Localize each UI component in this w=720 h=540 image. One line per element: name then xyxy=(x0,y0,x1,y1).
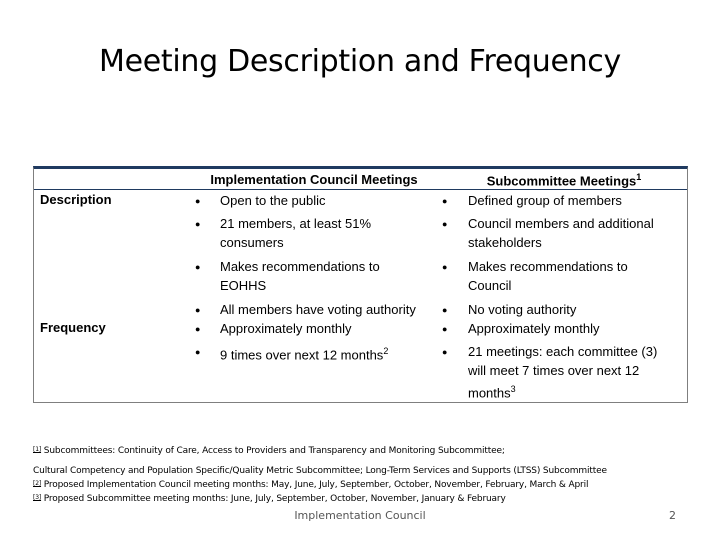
footnote-ref-1[interactable]: [1] xyxy=(33,446,42,453)
bullet-icon: ● xyxy=(195,324,201,334)
bullet-icon: ● xyxy=(442,262,448,272)
slide-footer: Implementation Council xyxy=(294,509,426,522)
impl-desc-3b: EOHHS xyxy=(220,278,267,293)
footnote-1-cont: Cultural Competency and Population Specific/Quality Metric Subcommittee; Long-Term Services and Supports (LTSS) Subcommittee xyxy=(33,466,607,476)
bullet-icon: ● xyxy=(195,196,201,206)
impl-desc-2b: consumers xyxy=(220,235,284,250)
meeting-table xyxy=(33,166,688,403)
footnote-3: [3] Proposed Subcommittee meeting months: June, July, September, October, November, January & February xyxy=(33,494,506,504)
sub-desc-3b: Council xyxy=(468,278,512,293)
footnote-2: [2] Proposed Implementation Council meeting months: May, June, July, September, October, November, February, March & April xyxy=(33,480,589,490)
frequency-row-label: Frequency xyxy=(40,320,106,335)
bullet-icon: ● xyxy=(195,347,201,357)
bullet-icon: ● xyxy=(442,324,448,334)
impl-council-header: Implementation Council Meetings xyxy=(210,172,418,187)
bullet-icon: ● xyxy=(442,196,448,206)
bullet-icon: ● xyxy=(442,305,448,315)
sub-freq-2b: will meet 7 times over next 12 xyxy=(468,363,640,378)
sub-freq-1: Approximately monthly xyxy=(468,321,600,336)
impl-freq-1: Approximately monthly xyxy=(220,321,352,336)
footnote-ref-2[interactable]: [2] xyxy=(33,480,42,487)
page-number: 2 xyxy=(669,509,676,522)
bullet-icon: ● xyxy=(442,347,448,357)
impl-desc-4: All members have voting authority xyxy=(220,302,416,317)
impl-desc-2a: 21 members, at least 51% xyxy=(220,216,372,231)
bullet-icon: ● xyxy=(195,305,201,315)
impl-desc-3a: Makes recommendations to xyxy=(220,259,380,274)
sub-desc-3a: Makes recommendations to xyxy=(468,259,628,274)
slide-title: Meeting Description and Frequency xyxy=(99,44,621,79)
footnote-1: [1] Subcommittees: Continuity of Care, Access to Providers and Transparency and Monitoring Subcommittee; xyxy=(33,446,505,456)
bullet-icon: ● xyxy=(442,219,448,229)
sub-freq-2a: 21 meetings: each committee (3) xyxy=(468,344,658,359)
bullet-icon: ● xyxy=(195,262,201,272)
subcommittee-header: Subcommittee Meetings$^1$ xyxy=(486,172,642,189)
impl-freq-2: 9 times over next 12 months$^2$ xyxy=(220,346,389,363)
impl-desc-1: Open to the public xyxy=(220,193,326,208)
header-divider xyxy=(34,189,687,190)
bullet-icon: ● xyxy=(195,219,201,229)
sub-desc-2b: stakeholders xyxy=(468,235,542,250)
sub-desc-1: Defined group of members xyxy=(468,193,622,208)
footnote-ref-3[interactable]: [3] xyxy=(33,494,42,501)
sub-desc-4: No voting authority xyxy=(468,302,577,317)
sub-freq-2c: months$^3$ xyxy=(468,384,516,401)
description-row-label: Description xyxy=(40,192,112,207)
sub-desc-2a: Council members and additional xyxy=(468,216,654,231)
